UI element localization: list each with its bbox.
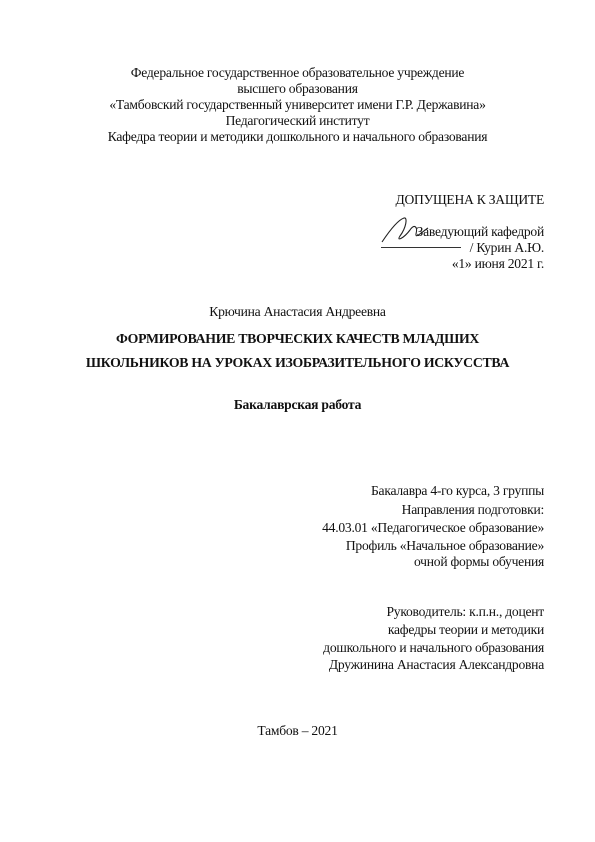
- author-name: Крючина Анастасия Андреевна: [209, 304, 386, 319]
- signature-image: [378, 212, 448, 248]
- thesis-title-line-1: ФОРМИРОВАНИЕ ТВОРЧЕСКИХ КАЧЕСТВ МЛАДШИХ: [115, 331, 480, 346]
- supervisor-department-2: дошкольного и начального образования: [323, 640, 544, 655]
- work-type: Бакалаврская работа: [233, 397, 362, 412]
- supervisor-department-1: кафедры теории и методики: [387, 622, 544, 637]
- student-course: Бакалавра 4-го курса, 3 группы: [370, 483, 544, 498]
- approval-date: «1» июня 2021 г.: [451, 256, 544, 271]
- supervisor-name: Дружинина Анастасия Александровна: [328, 657, 544, 672]
- approval-position: Заведующий кафедрой: [416, 224, 544, 239]
- signature-line: [381, 247, 461, 248]
- thesis-title-line-2: ШКОЛЬНИКОВ НА УРОКАХ ИЗОБРАЗИТЕЛЬНОГО ИСКУССТВА: [85, 355, 510, 370]
- supervisor-title: Руководитель: к.п.н., доцент: [386, 604, 544, 619]
- department-name: Кафедра теории и методики дошкольного и начального образования: [107, 129, 488, 144]
- city-year: Тамбов – 2021: [257, 723, 338, 738]
- study-form: очной формы обучения: [413, 554, 544, 569]
- student-profile: Профиль «Начальное образование»: [345, 538, 544, 553]
- institute-name: Педагогический институт: [225, 113, 370, 128]
- student-direction-label: Направления подготовки:: [401, 502, 544, 517]
- institution-line-1: Федеральное государственное образовательное учреждение: [130, 65, 465, 80]
- student-direction: 44.03.01 «Педагогическое образование»: [322, 520, 544, 535]
- approval-heading: ДОПУЩЕНА К ЗАЩИТЕ: [395, 192, 544, 207]
- institution-line-2: высшего образования: [237, 81, 358, 96]
- approval-name: / Курин А.Ю.: [469, 240, 544, 255]
- university-name: «Тамбовский государственный университет имени Г.Р. Державина»: [109, 97, 486, 112]
